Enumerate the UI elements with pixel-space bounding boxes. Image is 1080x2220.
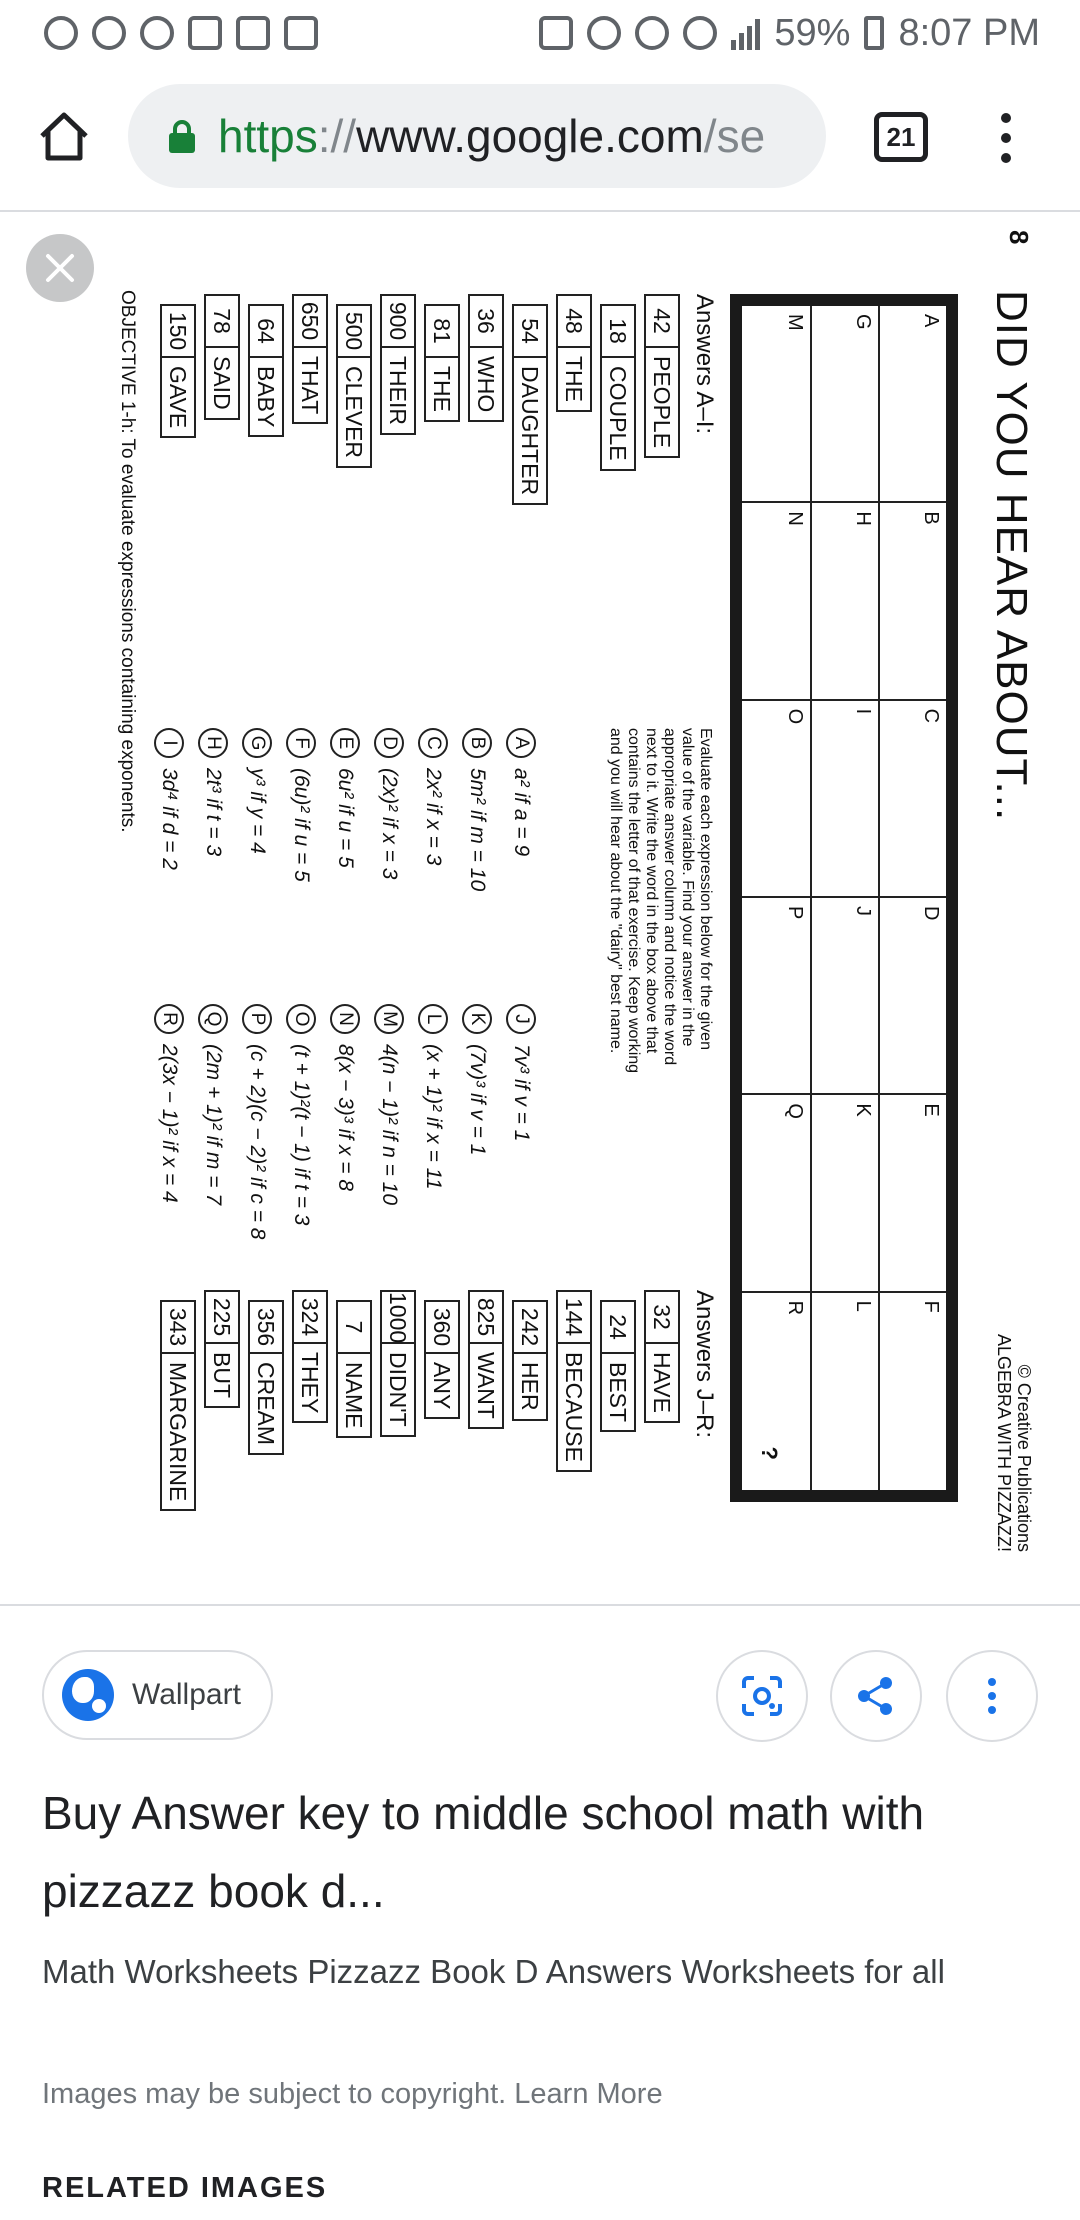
grid-cell-m: M (742, 306, 810, 503)
answer-jr-word: NAME (341, 1362, 367, 1429)
answer-ai-row (468, 294, 504, 422)
answer-jr-number: 32 (646, 1292, 678, 1344)
answer-jr-row (468, 1290, 504, 1429)
answer-ai-row (644, 294, 680, 458)
answer-jr-number: 356 (250, 1302, 282, 1354)
answer-ai-row (600, 304, 636, 471)
exercise-letter: K (462, 1004, 492, 1034)
answer-ai-word: BABY (253, 366, 279, 428)
result-description: Math Worksheets Pizzazz Book D Answers Worksheets for all (42, 1953, 945, 1990)
overflow-menu-icon[interactable] (990, 110, 1022, 166)
activity-icon (284, 16, 318, 50)
exercise-i (154, 728, 184, 870)
exercise-p (242, 1004, 272, 1239)
answer-ai-row (160, 304, 196, 438)
answer-ai-number: 78 (206, 296, 238, 348)
answer-jr-word: ANY (429, 1362, 455, 1410)
answer-jr-word: MARGARINE (165, 1362, 191, 1502)
worksheet-objective: OBJECTIVE 1-h: To evaluate expressions containing exponents. (117, 290, 138, 833)
answer-ai-number: 81 (426, 306, 458, 358)
answer-jr-number: 1000 (382, 1292, 414, 1344)
battery-percent: 59% (774, 11, 851, 54)
url-bar[interactable] (128, 84, 826, 188)
battery-icon (864, 16, 884, 50)
grid-cell-h: H (810, 503, 878, 700)
answer-jr-row (644, 1290, 680, 1423)
answer-ai-word: THE (561, 356, 587, 402)
exercise-expression: 6u² if u = 5 (334, 768, 357, 868)
answer-jr-word: CREAM (253, 1362, 279, 1446)
exercise-letter: F (286, 728, 316, 758)
answer-jr-number: 7 (338, 1302, 370, 1354)
exercise-a (506, 728, 536, 856)
answer-jr-row (248, 1300, 284, 1455)
answer-jr-word: DIDN'T (385, 1352, 411, 1427)
lens-button[interactable] (716, 1650, 808, 1742)
exercise-expression: (t + 1)²(t − 1) if t = 3 (290, 1044, 313, 1226)
grid-cell-o: O (742, 701, 810, 898)
answer-ai-word: PEOPLE (649, 356, 675, 449)
signal-icon (731, 16, 760, 50)
worksheet-title: DID YOU HEAR ABOUT... (987, 290, 1036, 822)
answer-ai-row (292, 294, 328, 424)
answer-ai-row (424, 304, 460, 422)
answer-ai-word: GAVE (165, 366, 191, 429)
answer-ai-number: 650 (294, 296, 326, 348)
answer-ai-number: 900 (382, 296, 414, 348)
answer-ai-row (512, 304, 548, 505)
close-icon (42, 250, 78, 286)
answer-jr-word: HER (517, 1362, 543, 1411)
answer-jr-row (556, 1290, 592, 1472)
exercise-letter: A (506, 728, 536, 758)
exercise-letter: R (154, 1004, 184, 1034)
answer-ai-number: 48 (558, 296, 590, 348)
answer-jr-number: 324 (294, 1292, 326, 1344)
exercise-h (198, 728, 228, 856)
answer-jr-row (380, 1290, 416, 1437)
answer-ai-number: 54 (514, 306, 546, 358)
grid-question-mark: ? (757, 1446, 782, 1460)
exercise-letter: H (198, 728, 228, 758)
exercise-m (374, 1004, 404, 1205)
grid-cell-p: P (742, 898, 810, 1095)
exercise-q (198, 1004, 228, 1205)
answer-jr-row (336, 1300, 372, 1438)
system-icons (539, 12, 1040, 55)
grid-cell-r: R (784, 1300, 806, 1316)
url-text[interactable]: https://www.google.com/se (218, 110, 766, 162)
answer-grid-cells (742, 306, 946, 1490)
answer-ai-word: COUPLE (605, 366, 631, 461)
worksheet-publisher-line: © Creative Publications (1014, 1364, 1034, 1552)
answer-jr-word: THEY (297, 1352, 323, 1414)
answer-jr-row (292, 1290, 328, 1423)
clock: 8:07 PM (898, 11, 1040, 54)
exercise-n (330, 1004, 360, 1191)
exercise-k (462, 1004, 492, 1155)
grid-cell-l: L (810, 1293, 878, 1490)
worksheet-page-number: 8 (1004, 230, 1034, 245)
share-icon (854, 1674, 898, 1718)
exercise-letter: B (462, 728, 492, 758)
grid-cell-e: E (878, 1095, 946, 1292)
more-vert-icon (970, 1674, 1014, 1718)
exercise-letter: P (242, 1004, 272, 1034)
mute-icon (587, 16, 621, 50)
grid-cell-b: B (878, 503, 946, 700)
answer-jr-number: 144 (558, 1292, 590, 1344)
answer-ai-row (380, 294, 416, 435)
answer-jr-number: 225 (206, 1292, 238, 1344)
more-options-button[interactable] (946, 1650, 1038, 1742)
exercise-expression: (6u)² if u = 5 (290, 768, 313, 882)
answer-ai-row (248, 304, 284, 437)
answer-jr-row (424, 1300, 460, 1419)
answer-ai-word: DAUGHTER (517, 366, 543, 496)
snapchat-icon (44, 16, 78, 50)
answer-jr-word: BEST (605, 1362, 631, 1423)
exercise-expression: 4(n − 1)² if n = 10 (378, 1044, 401, 1206)
instagram-icon (236, 16, 270, 50)
share-button[interactable] (830, 1650, 922, 1742)
image-preview[interactable] (0, 212, 1080, 1602)
tiktok-icon (92, 16, 126, 50)
close-preview-button[interactable] (26, 234, 94, 302)
answer-ai-word: SAID (209, 356, 235, 410)
exercise-letter: G (242, 728, 272, 758)
lock-icon (168, 119, 196, 153)
exercise-letter: M (374, 1004, 404, 1034)
grid-cell-g: G (810, 306, 878, 503)
answer-ai-row (204, 294, 240, 420)
account-icon (140, 16, 174, 50)
exercise-expression: (2m + 1)² if m = 7 (202, 1044, 225, 1206)
exercise-d (374, 728, 404, 879)
grid-cell-a: A (878, 306, 946, 503)
exercise-l (418, 1004, 448, 1190)
lock-screen-icon (539, 16, 573, 50)
exercise-j (506, 1004, 536, 1141)
answer-ai-number: 64 (250, 306, 282, 358)
worksheet-publisher (994, 1334, 1034, 1552)
grid-cell-k: K (810, 1095, 878, 1292)
result-title[interactable]: Buy Answer key to middle school math with pizzazz book d... (42, 1787, 925, 1917)
answer-jr-word: WANT (473, 1352, 499, 1419)
browser-toolbar (0, 80, 1080, 196)
exercise-expression: (x + 1)² if x = 11 (422, 1044, 445, 1190)
exercise-c (418, 728, 448, 865)
answers-jr-label: Answers J–R: (691, 1290, 718, 1439)
wifi-icon (683, 16, 717, 50)
source-name: Wallpart (132, 1678, 241, 1711)
exercise-f (286, 728, 316, 882)
exercise-letter: E (330, 728, 360, 758)
document-icon (188, 16, 222, 50)
answer-jr-row (512, 1300, 548, 1421)
exercise-expression: 5m² if m = 10 (466, 768, 489, 892)
answer-ai-number: 500 (338, 306, 370, 358)
exercise-expression: 2x² if x = 3 (422, 768, 445, 866)
exercise-expression: y³ if y = 4 (246, 768, 269, 854)
worksheet-image (96, 230, 1036, 1570)
grid-cell-f: F (878, 1293, 946, 1490)
exercise-letter: N (330, 1004, 360, 1034)
copyright-notice: Images may be subject to copyright. Learn More (42, 2078, 663, 2110)
answer-jr-number: 24 (602, 1302, 634, 1354)
exercise-expression: 2(3x − 1)² if x = 4 (158, 1044, 181, 1203)
exercise-letter: C (418, 728, 448, 758)
answer-ai-number: 42 (646, 296, 678, 348)
grid-cell-d: D (878, 898, 946, 1095)
exercise-letter: O (286, 1004, 316, 1034)
worksheet (96, 230, 1036, 1570)
answer-jr-number: 825 (470, 1292, 502, 1344)
grid-cell-q: Q (742, 1095, 810, 1292)
image-divider (0, 1604, 1080, 1606)
grid-cell-j: J (810, 898, 878, 1095)
answer-ai-word: THEIR (385, 356, 411, 425)
home-icon[interactable] (36, 108, 92, 164)
worksheet-publisher-title: ALGEBRA WITH PIZZAZZ! (994, 1333, 1014, 1552)
answer-ai-word: WHO (473, 356, 499, 413)
exercise-letter: J (506, 1004, 536, 1034)
exercise-expression: 8(x − 3)³ if x = 8 (334, 1044, 357, 1192)
answers-ai-label: Answers A–I: (691, 294, 718, 435)
exercise-letter: L (418, 1004, 448, 1034)
related-images-heading: RELATED IMAGES (42, 2172, 328, 2204)
answer-ai-row (336, 304, 372, 468)
answer-ai-row (556, 294, 592, 412)
answer-jr-number: 360 (426, 1302, 458, 1354)
answer-jr-row (600, 1300, 636, 1432)
exercise-r (154, 1004, 184, 1203)
grid-cell-c: C (878, 701, 946, 898)
source-chip[interactable] (42, 1650, 273, 1740)
answer-ai-number: 150 (162, 306, 194, 358)
grid-cell-i: I (810, 701, 878, 898)
exercise-expression: a² if a = 9 (510, 768, 533, 857)
exercise-g (242, 728, 272, 854)
exercise-expression: 7v³ if v = 1 (510, 1044, 533, 1142)
answer-ai-word: THAT (297, 356, 323, 415)
exercise-e (330, 728, 360, 868)
answer-jr-row (160, 1300, 196, 1511)
answer-jr-word: BECAUSE (561, 1352, 587, 1462)
globe-icon (62, 1669, 114, 1721)
answer-ai-number: 18 (602, 306, 634, 358)
exercise-expression: (c + 2)(c − 2)² if c = 8 (246, 1044, 269, 1240)
exercise-letter: I (154, 728, 184, 758)
answer-ai-number: 36 (470, 296, 502, 348)
answer-grid (730, 294, 958, 1502)
answer-jr-word: BUT (209, 1352, 235, 1398)
answer-ai-word: THE (429, 366, 455, 412)
tab-switcher-button[interactable]: 21 (874, 112, 928, 162)
status-bar (0, 0, 1080, 66)
answer-jr-row (204, 1290, 240, 1408)
exercise-b (462, 728, 492, 891)
exercise-expression: 3d⁴ if d = 2 (158, 768, 181, 870)
exercise-o (286, 1004, 316, 1225)
answer-ai-word: CLEVER (341, 366, 367, 459)
notification-icons (44, 16, 318, 50)
worksheet-instructions: Evaluate each expression below for the given value of the variable. Find your answer in the appropriate answer column and notice the word next to it. Write the word in the box above that contains the letter of that exercise. Keep working and you will hear about the "dairy" best name. (607, 728, 714, 1074)
answer-jr-number: 242 (514, 1302, 546, 1354)
answer-jr-word: HAVE (649, 1352, 675, 1413)
google-lens-icon (740, 1674, 784, 1718)
exercise-expression: 2t³ if t = 3 (202, 768, 225, 857)
answer-jr-number: 343 (162, 1302, 194, 1354)
exercise-expression: (2x)² if x = 3 (378, 768, 401, 880)
exercise-letter: D (374, 728, 404, 758)
alarm-icon (635, 16, 669, 50)
grid-cell-n: N (742, 503, 810, 700)
exercise-letter: Q (198, 1004, 228, 1034)
exercise-expression: (7v)³ if v = 1 (466, 1044, 489, 1156)
